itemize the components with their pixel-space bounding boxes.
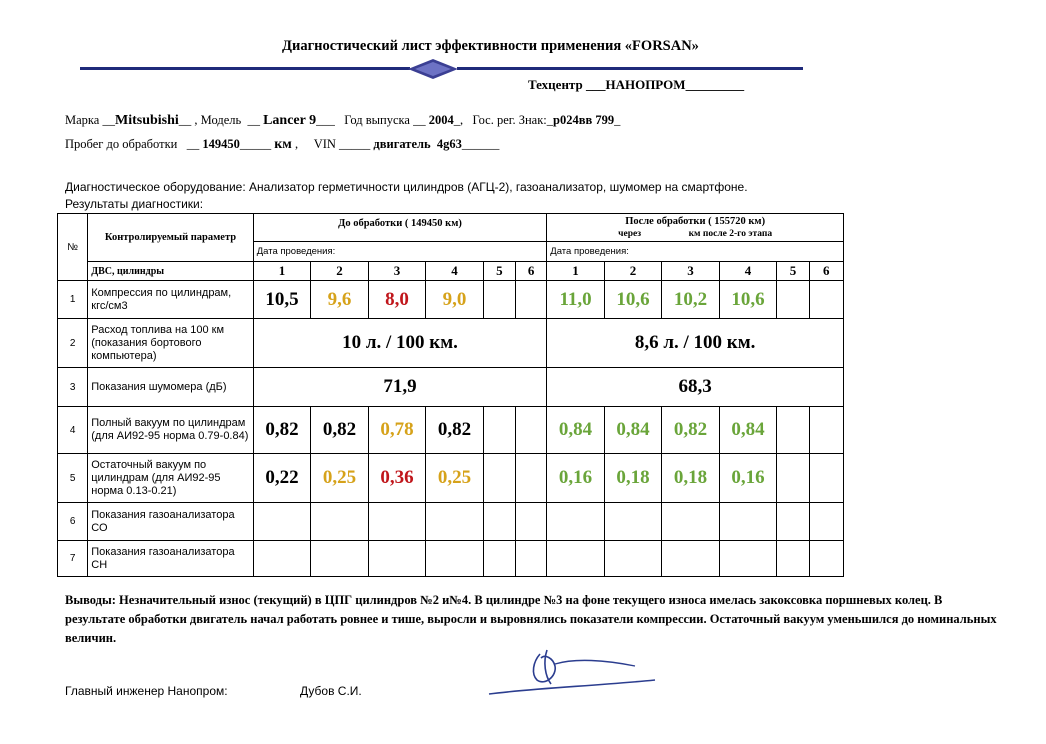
vehicle-line-2: Пробег до обработки __ 149450_____ км , VIN _____ двигатель 4g63______ — [65, 137, 500, 152]
value-cell: 11,0 — [547, 281, 605, 319]
value-cell: 0,84 — [719, 407, 777, 454]
value-cell: 0,82 — [662, 407, 720, 454]
row-param: Остаточный вакуум по цилиндрам (для АИ92-95 норма 0.13-0.21) — [88, 454, 253, 503]
header-row — [58, 214, 844, 242]
cyl-num: 3 — [368, 262, 426, 281]
year-value: 2004 — [428, 113, 454, 127]
cyl-num: 6 — [809, 262, 843, 281]
value-cell: 0,82 — [253, 407, 311, 454]
cyl-num: 2 — [604, 262, 662, 281]
value-cell: 0,18 — [662, 454, 720, 503]
value-cell: 0,22 — [253, 454, 311, 503]
cyl-num: 5 — [483, 262, 515, 281]
diagnostics-table — [57, 213, 844, 577]
fuel-after: 8,6 л. / 100 км. — [547, 319, 844, 368]
table-row — [58, 503, 844, 541]
table-row — [58, 368, 844, 407]
row-no: 3 — [58, 368, 88, 407]
mileage-value: 149450 — [202, 137, 240, 151]
cyl-num: 1 — [547, 262, 605, 281]
value-cell: 0,16 — [719, 454, 777, 503]
row-no: 4 — [58, 407, 88, 454]
engine-label: двигатель — [373, 137, 431, 151]
value-cell: 10,5 — [253, 281, 311, 319]
header-after-title: После обработки ( 155720 км) — [625, 216, 766, 227]
fuel-before: 10 л. / 100 км. — [253, 319, 547, 368]
vehicle-line-1: Марка __Mitsubishi__ , Модель __ Lancer 9___ Год выпуска __ 2004_, Гос. рег. Знак:_р024вв 799_ — [65, 113, 621, 128]
row-param: Полный вакуум по цилиндрам (для АИ92-95 норма 0.79-0.84) — [88, 407, 253, 454]
techcenter-prefix: Техцентр ___ — [528, 77, 606, 92]
table-row — [58, 281, 844, 319]
equipment-text: Диагностическое оборудование: Анализатор герметичности цилиндров (АГЦ-2), газоанализатор, шумомер на смартфоне. — [65, 180, 748, 194]
value-cell: 0,78 — [368, 407, 426, 454]
value-cell: 8,0 — [368, 281, 426, 319]
table-row — [58, 454, 844, 503]
value-cell: 0,82 — [426, 407, 484, 454]
row-param: Показания газоанализатора СО — [88, 503, 253, 541]
header-rule-right — [457, 67, 803, 70]
model-value: Lancer 9 — [263, 113, 317, 128]
noise-after: 68,3 — [547, 368, 844, 407]
empty-cell — [809, 281, 843, 319]
header-rule-left — [80, 67, 410, 70]
header-after-sub: через км после 2-го этапа — [618, 229, 773, 239]
value-cell: 0,84 — [604, 407, 662, 454]
row-param: Показания шумомера (дБ) — [88, 368, 253, 407]
value-cell: 0,25 — [426, 454, 484, 503]
value-cell: 0,16 — [547, 454, 605, 503]
engine-value: 4g63 — [436, 137, 462, 151]
header-no: № — [58, 214, 88, 281]
empty-cell — [809, 407, 843, 454]
value-cell: 0,84 — [547, 407, 605, 454]
empty-cell — [777, 454, 809, 503]
value-cell: 10,6 — [719, 281, 777, 319]
value-cell: 0,25 — [311, 454, 369, 503]
engine-cyl-label: ДВС, цилиндры — [88, 262, 253, 281]
empty-cell — [777, 281, 809, 319]
results-label: Результаты диагностики: — [65, 197, 204, 211]
footer-name: Дубов С.И. — [300, 684, 362, 698]
signature-icon — [485, 640, 685, 700]
row-no: 6 — [58, 503, 88, 541]
page-title: Диагностический лист эффективности применения «FORSAN» — [282, 38, 699, 54]
date-after: Дата проведения: — [547, 242, 844, 262]
header-before: До обработки ( 149450 км) — [253, 214, 547, 242]
row-no: 5 — [58, 454, 88, 503]
cyl-num: 1 — [253, 262, 311, 281]
model-label: , Модель — [194, 113, 242, 127]
footer-role: Главный инженер Нанопром: — [65, 684, 228, 698]
row-param: Компрессия по цилиндрам, кгс/см3 — [88, 281, 253, 319]
reg-value: р024вв 799 — [553, 113, 615, 127]
techcenter-name: НАНОПРОМ — [605, 77, 686, 92]
row-param: Показания газоанализатора СН — [88, 541, 253, 577]
table-row — [58, 319, 844, 368]
brand-value: Mitsubishi — [114, 113, 179, 128]
cyl-num: 5 — [777, 262, 809, 281]
empty-cell — [483, 407, 515, 454]
cylinder-row — [58, 262, 844, 281]
table-row — [58, 407, 844, 454]
value-cell: 0,18 — [604, 454, 662, 503]
value-cell: 9,0 — [426, 281, 484, 319]
techcenter-suffix: _________ — [685, 77, 745, 92]
vin-label: VIN — [313, 137, 336, 151]
reg-label: Гос. рег. Знак: — [472, 113, 547, 127]
value-cell: 10,6 — [604, 281, 662, 319]
diamond-ornament-icon — [407, 58, 459, 80]
cyl-num: 6 — [515, 262, 546, 281]
empty-cell — [515, 454, 546, 503]
value-cell: 0,82 — [311, 407, 369, 454]
value-cell: 9,6 — [311, 281, 369, 319]
cyl-num: 4 — [719, 262, 777, 281]
row-param: Расход топлива на 100 км (показания бортового компьютера) — [88, 319, 253, 368]
empty-cell — [515, 281, 546, 319]
cyl-num: 3 — [662, 262, 720, 281]
year-label: Год выпуска — [344, 113, 410, 127]
row-no: 1 — [58, 281, 88, 319]
header-param: Контролируемый параметр — [88, 214, 253, 262]
row-no: 7 — [58, 541, 88, 577]
empty-cell — [483, 281, 515, 319]
row-no: 2 — [58, 319, 88, 368]
empty-cell — [809, 454, 843, 503]
empty-cell — [777, 407, 809, 454]
cyl-num: 2 — [311, 262, 369, 281]
techcenter-line — [528, 77, 744, 93]
header-after — [547, 214, 844, 242]
noise-before: 71,9 — [253, 368, 547, 407]
empty-cell — [515, 407, 546, 454]
table-row — [58, 541, 844, 577]
empty-cell — [483, 454, 515, 503]
brand-label: Марка — [65, 113, 100, 127]
conclusion-text: Выводы: Незначительный износ (текущий) в ЦПГ цилиндров №2 и№4. В цилиндре №3 на фоне текущего износа имелась закоксовка поршневых колец. В результате обработки двигатель начал работать ровнее и тише, выросли и выровнялись показатели компрессии. Остаточный вакуум уменьшился до номинальных величин. — [65, 593, 997, 645]
date-before: Дата проведения: — [253, 242, 547, 262]
mileage-label: Пробег до обработки — [65, 137, 178, 151]
value-cell: 0,36 — [368, 454, 426, 503]
mileage-unit: км — [274, 137, 292, 152]
cyl-num: 4 — [426, 262, 484, 281]
value-cell: 10,2 — [662, 281, 720, 319]
